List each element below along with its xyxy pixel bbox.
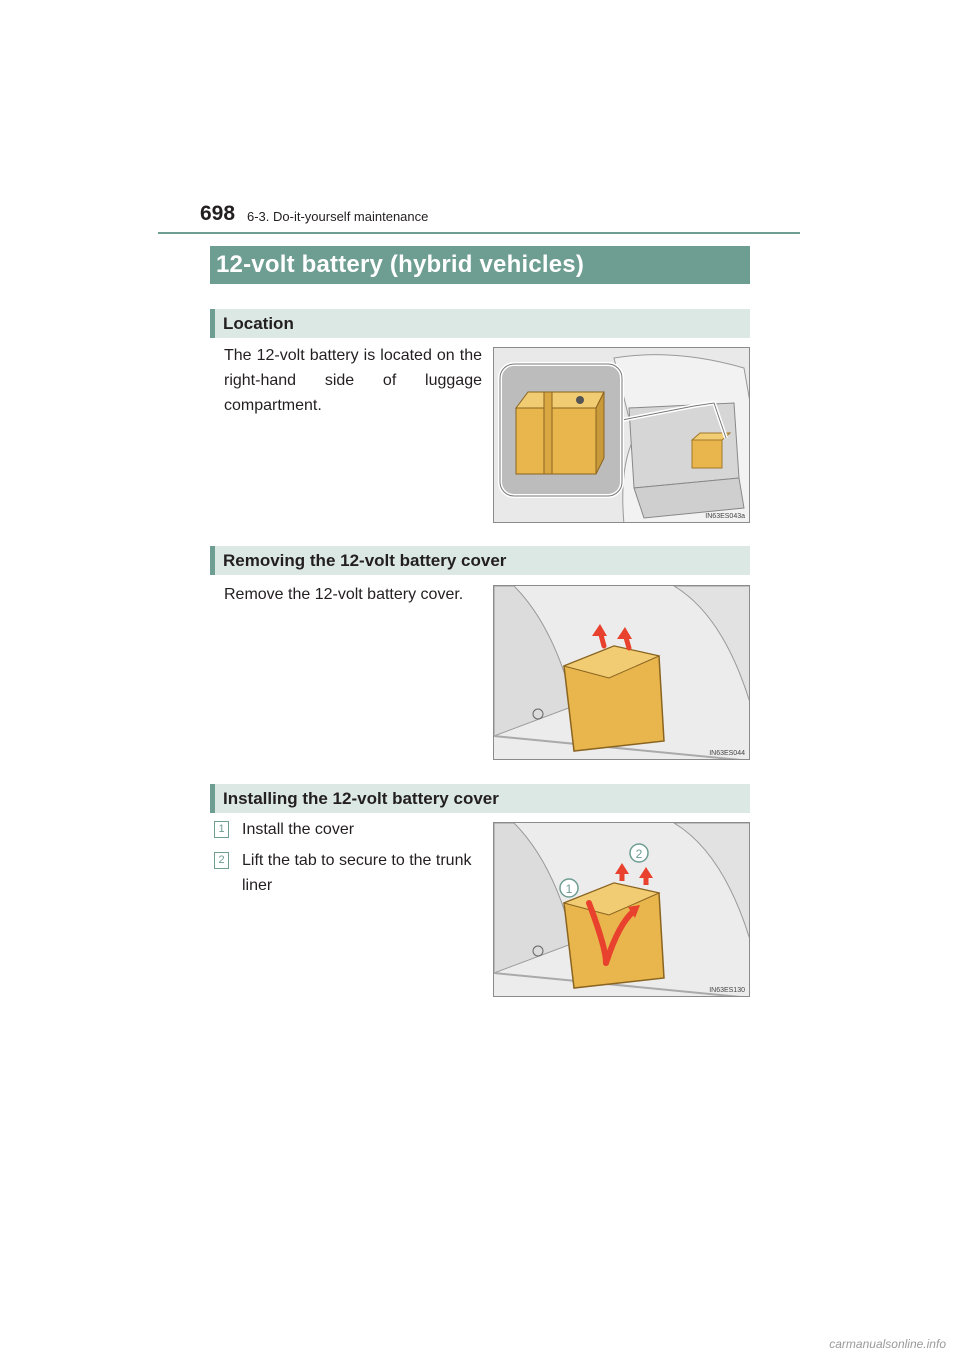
trunk-battery-location-illustration bbox=[494, 348, 750, 523]
figure-callout-1: 1 bbox=[565, 882, 573, 896]
install-cover-illustration bbox=[494, 823, 750, 997]
location-heading: Location bbox=[210, 309, 750, 338]
removing-figure bbox=[493, 585, 750, 760]
header-rule bbox=[158, 232, 800, 234]
installing-heading: Installing the 12-volt battery cover bbox=[210, 784, 750, 813]
removing-figure-code: IN63ES044 bbox=[709, 750, 745, 757]
page-number: 698 bbox=[200, 202, 236, 225]
installing-figure bbox=[493, 822, 750, 997]
location-figure bbox=[493, 347, 750, 523]
chapter-title: 6-3. Do-it-yourself maintenance bbox=[247, 209, 429, 224]
step-2 bbox=[214, 848, 484, 898]
location-figure-code: IN63ES043a bbox=[705, 513, 745, 520]
step-2-text: Lift the tab to secure to the trunk liner bbox=[242, 852, 472, 894]
figure-callout-2: 2 bbox=[635, 847, 643, 861]
step-1-number: 1 bbox=[214, 821, 229, 838]
step-1 bbox=[214, 817, 484, 842]
remove-cover-illustration bbox=[494, 586, 750, 760]
removing-heading: Removing the 12-volt battery cover bbox=[210, 546, 750, 575]
watermark: carmanualsonline.info bbox=[829, 1337, 946, 1351]
section-title: 12-volt battery (hybrid vehicles) bbox=[210, 246, 750, 284]
location-text: The 12-volt battery is located on the right-hand side of luggage compartment. bbox=[224, 347, 482, 414]
step-1-text: Install the cover bbox=[242, 821, 355, 838]
removing-text: Remove the 12-volt battery cover. bbox=[224, 586, 464, 603]
step-2-number: 2 bbox=[214, 852, 229, 869]
installing-figure-code: IN63ES130 bbox=[709, 987, 745, 994]
